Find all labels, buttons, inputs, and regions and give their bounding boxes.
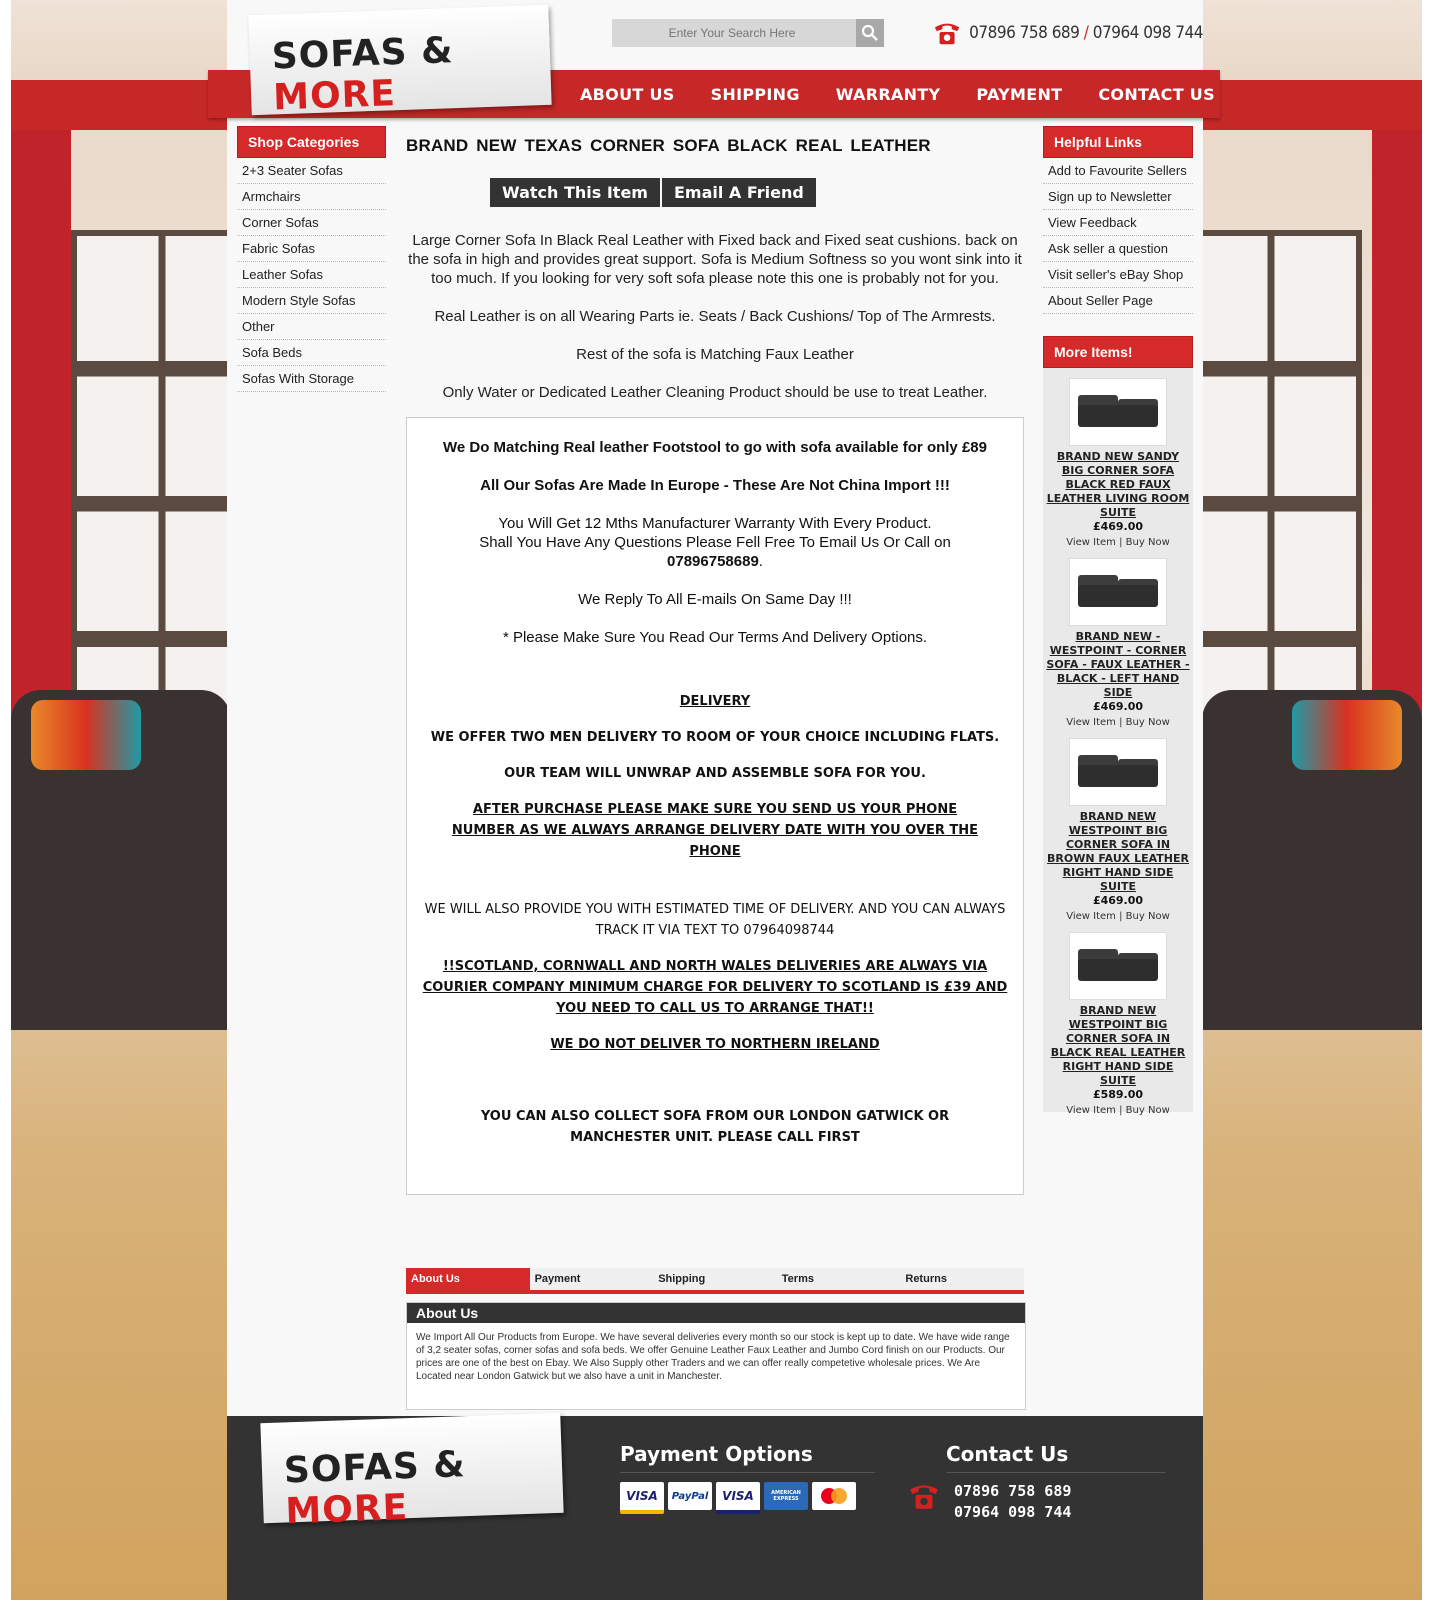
more-item [1043, 922, 1193, 1116]
footer-logo[interactable] [260, 1413, 563, 1533]
helpful-links [1043, 126, 1193, 314]
warranty-line: You Will Get 12 Mths Manufacturer Warranty With Every Product. [498, 515, 932, 532]
payment-options-title: Payment Options [620, 1442, 875, 1473]
category-item[interactable]: Other [237, 314, 386, 340]
footer-phone-2[interactable]: 07964 098 744 [954, 1503, 1072, 1521]
footstool-note: We Do Matching Real leather Footstool to go with sofa available for only £89 [443, 439, 987, 456]
more-items-title: More Items! [1043, 336, 1193, 368]
main-nav [580, 70, 1251, 118]
delivery-line: OUR TEAM WILL UNWRAP AND ASSEMBLE SOFA FOR YOU. [504, 766, 926, 781]
item-title[interactable]: BRAND NEW WESTPOINT BIG CORNER SOFA IN BLACK REAL LEATHER RIGHT HAND SIDE SUITE [1050, 1004, 1186, 1087]
buy-now-link[interactable]: Buy Now [1125, 717, 1170, 728]
item-title[interactable]: BRAND NEW SANDY BIG CORNER SOFA BLACK RED FAUX LEATHER LIVING ROOM SUITE [1046, 450, 1190, 519]
visa-debit-icon: VISA [716, 1482, 760, 1514]
mastercard-icon [812, 1482, 856, 1510]
item-price: £469.00 [1092, 894, 1144, 907]
item-price: £469.00 [1092, 520, 1144, 533]
delivery-line: WE WILL ALSO PROVIDE YOU WITH ESTIMATED TIME OF DELIVERY. AND YOU CAN ALWAYS TRACK IT VIA TEXT TO 07964098744 [424, 902, 1006, 938]
item-title[interactable]: BRAND NEW WESTPOINT BIG CORNER SOFA IN BROWN FAUX LEATHER RIGHT HAND SIDE SUITE [1047, 810, 1189, 893]
logo-text-2: MORE [272, 73, 397, 119]
more-item [1043, 548, 1193, 728]
tab-terms[interactable]: Terms [781, 1273, 814, 1285]
search-button[interactable] [856, 19, 884, 47]
terms-note: * Please Make Sure You Read Our Terms And Delivery Options. [502, 629, 928, 646]
delivery-line: AFTER PURCHASE PLEASE MAKE SURE YOU SEND US YOUR PHONE NUMBER AS WE ALWAYS ARRANGE DELIVERY DATE WITH YOU OVER THE PHONE [451, 802, 979, 859]
helpful-link[interactable]: Ask seller a question [1043, 236, 1193, 262]
helpful-links-title: Helpful Links [1043, 126, 1193, 158]
phone-separator: / [1083, 23, 1089, 43]
email-friend-button[interactable]: Email A Friend [662, 178, 816, 207]
description-paragraph: Large Corner Sofa In Black Real Leather with Fixed back and Fixed seat cushions. back on the sofa in high and provides great support. Sofa is Medium Softness so you wont sink into it too much. If you looking for very soft sofa please note this one is probably not for you. [408, 232, 1022, 287]
delivery-line: !!SCOTLAND, CORNWALL AND NORTH WALES DELIVERIES ARE ALWAYS VIA COURIER COMPANY MINIMUM CHARGE FOR DELIVERY TO SCOTLAND IS £39 AND YOU NEED TO CALL US TO ARRANGE THAT!! [422, 959, 1008, 1016]
warranty-end: . [758, 553, 763, 570]
category-item[interactable]: Fabric Sofas [237, 236, 386, 262]
phone-number-1[interactable]: 07896 758 689 [969, 23, 1080, 43]
link-separator: | [1119, 911, 1123, 922]
category-item[interactable]: 2+3 Seater Sofas [237, 158, 386, 184]
item-thumbnail[interactable] [1069, 558, 1167, 626]
tab-payment[interactable]: Payment [534, 1273, 581, 1285]
shop-categories-title: Shop Categories [237, 126, 386, 158]
phone-number-2[interactable]: 07964 098 744 [1092, 23, 1203, 43]
helpful-link[interactable]: About Seller Page [1043, 288, 1193, 314]
delivery-line: WE OFFER TWO MEN DELIVERY TO ROOM OF YOUR CHOICE INCLUDING FLATS. [430, 730, 1000, 745]
category-item[interactable]: Corner Sofas [237, 210, 386, 236]
nav-warranty[interactable]: WARRANTY [835, 84, 941, 104]
search-box [612, 19, 884, 47]
description-paragraph: Real Leather is on all Wearing Parts ie. Seats / Back Cushions/ Top of The Armrests. [434, 308, 996, 325]
buy-now-link[interactable]: Buy Now [1125, 911, 1170, 922]
phone-icon [933, 19, 961, 47]
tab-returns[interactable]: Returns [905, 1273, 947, 1285]
more-item [1043, 368, 1193, 548]
delivery-heading: DELIVERY [679, 694, 751, 709]
search-input[interactable] [612, 19, 852, 47]
link-separator: | [1119, 537, 1123, 548]
warranty-note [419, 514, 1011, 571]
item-title[interactable]: BRAND NEW - WESTPOINT - CORNER SOFA - FAUX LEATHER - BLACK - LEFT HAND SIDE [1046, 630, 1190, 699]
nav-payment[interactable]: PAYMENT [976, 84, 1063, 104]
reply-note: We Reply To All E-mails On Same Day !!! [578, 591, 852, 608]
more-items [1043, 336, 1193, 1116]
category-item[interactable]: Leather Sofas [237, 262, 386, 288]
amex-icon: AMERICAN EXPRESS [764, 1482, 808, 1510]
category-item[interactable]: Sofas With Storage [237, 366, 386, 392]
item-price: £469.00 [1092, 700, 1144, 713]
nav-shipping[interactable]: SHIPPING [710, 84, 800, 104]
info-tabs [406, 1268, 1024, 1294]
watch-item-button[interactable]: Watch This Item [490, 178, 660, 207]
item-thumbnail[interactable] [1069, 932, 1167, 1000]
product-description [406, 231, 1024, 402]
phone-icon [908, 1481, 940, 1511]
about-heading: About Us [407, 1303, 1025, 1323]
view-item-link[interactable]: View Item [1066, 911, 1116, 922]
product-title: BRAND NEW TEXAS CORNER SOFA BLACK REAL LEATHER [406, 136, 931, 155]
tab-shipping[interactable]: Shipping [658, 1273, 706, 1285]
paypal-icon: PayPal [668, 1482, 712, 1510]
description-paragraph: Rest of the sofa is Matching Faux Leather [576, 346, 854, 363]
item-price: £589.00 [1092, 1088, 1144, 1101]
about-panel [406, 1302, 1026, 1410]
item-thumbnail[interactable] [1069, 378, 1167, 446]
shop-categories [237, 126, 386, 392]
delivery-line: YOU CAN ALSO COLLECT SOFA FROM OUR LONDON GATWICK OR MANCHESTER UNIT. PLEASE CALL FIRST [480, 1109, 950, 1145]
nav-about-us[interactable]: ABOUT US [580, 84, 675, 104]
nav-contact-us[interactable]: CONTACT US [1098, 84, 1215, 104]
warranty-phone: 07896758689 [667, 553, 759, 570]
search-icon [861, 24, 879, 42]
view-item-link[interactable]: View Item [1066, 1105, 1116, 1116]
category-item[interactable]: Modern Style Sofas [237, 288, 386, 314]
delivery-line: WE DO NOT DELIVER TO NORTHERN IRELAND [550, 1037, 880, 1052]
footer-logo-text-1: SOFAS & [283, 1444, 467, 1492]
tab-about-us[interactable]: About Us [406, 1268, 530, 1290]
view-item-link[interactable]: View Item [1066, 537, 1116, 548]
item-thumbnail[interactable] [1069, 738, 1167, 806]
header-phone [933, 18, 1203, 48]
about-text: We Import All Our Products from Europe. We have several deliveries every month so our stock is kept up to date. We have wide range of 3,2 seater sofas, corner sofas and sofa beds. We offer Genuine Leather Faux Leather and Jumbo Cord finish on our Products. Our prices are one of the best on Ebay. We Also Supply other Traders and we can offer really competetive wholesale prices. We Are Located near London Gatwick but we also have a unit in Manchester. [416, 1332, 1010, 1382]
link-separator: | [1119, 1105, 1123, 1116]
warranty-contact-line: Shall You Have Any Questions Please Fell Free To Email Us Or Call on [479, 534, 951, 551]
helpful-link[interactable]: Sign up to Newsletter [1043, 184, 1193, 210]
helpful-link[interactable]: Visit seller's eBay Shop [1043, 262, 1193, 288]
helpful-link[interactable]: View Feedback [1043, 210, 1193, 236]
link-separator: | [1119, 717, 1123, 728]
buy-now-link[interactable]: Buy Now [1125, 537, 1170, 548]
buy-now-link[interactable]: Buy Now [1125, 1105, 1170, 1116]
europe-note: All Our Sofas Are Made In Europe - These Are Not China Import !!! [480, 477, 950, 494]
contact-us-title: Contact Us [946, 1442, 1166, 1473]
footer-phone-1[interactable]: 07896 758 689 [954, 1482, 1072, 1500]
logo-text-1: SOFAS & [271, 30, 455, 78]
category-item[interactable]: Armchairs [237, 184, 386, 210]
description-paragraph: Only Water or Dedicated Leather Cleaning Product should be use to treat Leather. [442, 384, 988, 401]
site-logo[interactable] [248, 5, 551, 119]
payment-cards [620, 1482, 856, 1514]
more-item [1043, 728, 1193, 922]
product-content [406, 126, 1024, 1195]
info-box [406, 417, 1024, 1195]
category-item[interactable]: Sofa Beds [237, 340, 386, 366]
footer-phone [908, 1481, 1071, 1523]
helpful-link[interactable]: Add to Favourite Sellers [1043, 158, 1193, 184]
visa-card-icon: VISA [620, 1482, 664, 1514]
view-item-link[interactable]: View Item [1066, 717, 1116, 728]
footer-logo-text-2: MORE [284, 1487, 409, 1533]
